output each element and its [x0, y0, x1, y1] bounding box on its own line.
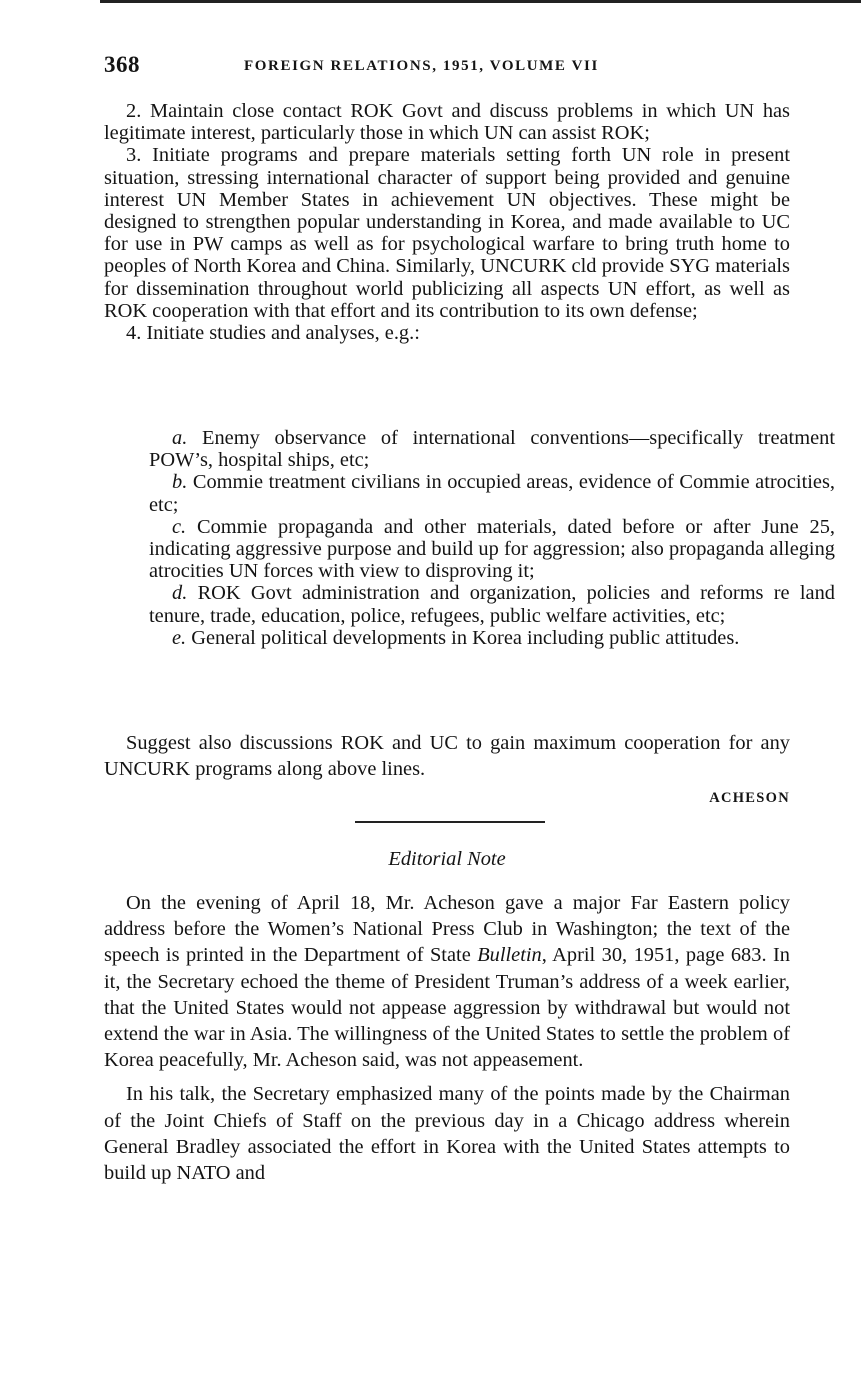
subitem-d-text: ROK Govt administration and organization, policies and reforms re land tenure, trade, education, police, refugees, public welfare activities, etc;	[149, 582, 835, 627]
editorial-paragraph-2: In his talk, the Secretary emphasized many of the points made by the Chairman of the Joint Chiefs of Staff on the previous day in a Chicago address wherein General Bradley associated the effort in Korea with the United States attempts to build up NATO and	[104, 1083, 790, 1185]
item-3: 3. Initiate programs and prepare materials setting forth UN role in present situation, stressing international character of support being provided and genuine interest UN Member States in achievement UN objectives. These might be designed to strengthen popular understanding in Korea, and made available to UC for use in PW camps as well as for psychological warfare to bring truth home to peoples of North Korea and China. Similarly, UNCURK cld provide SYG materials for dissemination throughout world publicizing all aspects UN effort, as well as ROK cooperation with that effort and its contribution to its own defense;	[104, 144, 790, 322]
subitem-c-text: Commie propaganda and other materials, dated before or after June 25, indicating aggressive purpose and build up for aggression; also propaganda alleging atrocities UN forces with view to disproving it;	[149, 515, 835, 583]
top-edge-rule	[100, 0, 861, 3]
subitem-a-text: Enemy observance of international conventions—specifically treatment POW’s, hospital ships, etc;	[149, 427, 835, 472]
section-divider	[355, 821, 545, 823]
subitem-b-text: Commie treatment civilians in occupied areas, evidence of Commie atrocities, etc;	[149, 471, 835, 516]
editorial-note-body	[104, 890, 790, 1186]
bulletin-title: Bulletin	[477, 944, 542, 967]
page-number: 368	[104, 52, 140, 77]
editorial-note-title: Editorial Note	[388, 848, 506, 870]
subitem-b-letter: b.	[172, 471, 188, 494]
subitem-a	[149, 427, 835, 471]
item-2: 2. Maintain close contact ROK Govt and discuss problems in which UN has legitimate interest, particularly those in which UN can assist ROK;	[104, 100, 790, 145]
page-header	[104, 52, 790, 82]
subitem-e-text: General political developments in Korea including public attitudes.	[191, 626, 740, 649]
telegram-body	[104, 100, 790, 344]
running-head: FOREIGN RELATIONS, 1951, VOLUME VII	[244, 58, 599, 74]
editorial-p1-before: On the evening of April 18, Mr. Acheson gave a major Far Eastern policy address before the Women’s National Press Club in Washington; the text of the speech is printed in the Department of State	[104, 892, 790, 967]
closing-paragraph-block	[104, 730, 790, 782]
subitem-list	[104, 427, 835, 649]
editorial-paragraph-1	[104, 890, 790, 1073]
subitem-e-letter: e.	[172, 626, 187, 649]
subitem-e	[149, 627, 835, 649]
subitem-d-letter: d.	[172, 582, 188, 605]
subitem-b	[149, 471, 835, 515]
signature: ACHESON	[709, 790, 790, 806]
subitem-a-letter: a.	[172, 427, 188, 449]
closing-paragraph: Suggest also discussions ROK and UC to gain maximum cooperation for any UNCURK programs along above lines.	[104, 732, 790, 781]
subitem-c-letter: c.	[172, 515, 187, 538]
editorial-p1-after: , April 30, 1951, page 683. In it, the Secretary echoed the theme of President Truman’s address of a week earlier, that the United States would not appease aggression by withdrawal but would not extend the war in Asia. The willingness of the United States to settle the problem of Korea peacefully, Mr. Acheson said, was not appeasement.	[104, 944, 790, 1072]
subitem-d	[149, 582, 835, 626]
subitem-c	[149, 516, 835, 583]
item-4: 4. Initiate studies and analyses, e.g.:	[126, 322, 420, 345]
